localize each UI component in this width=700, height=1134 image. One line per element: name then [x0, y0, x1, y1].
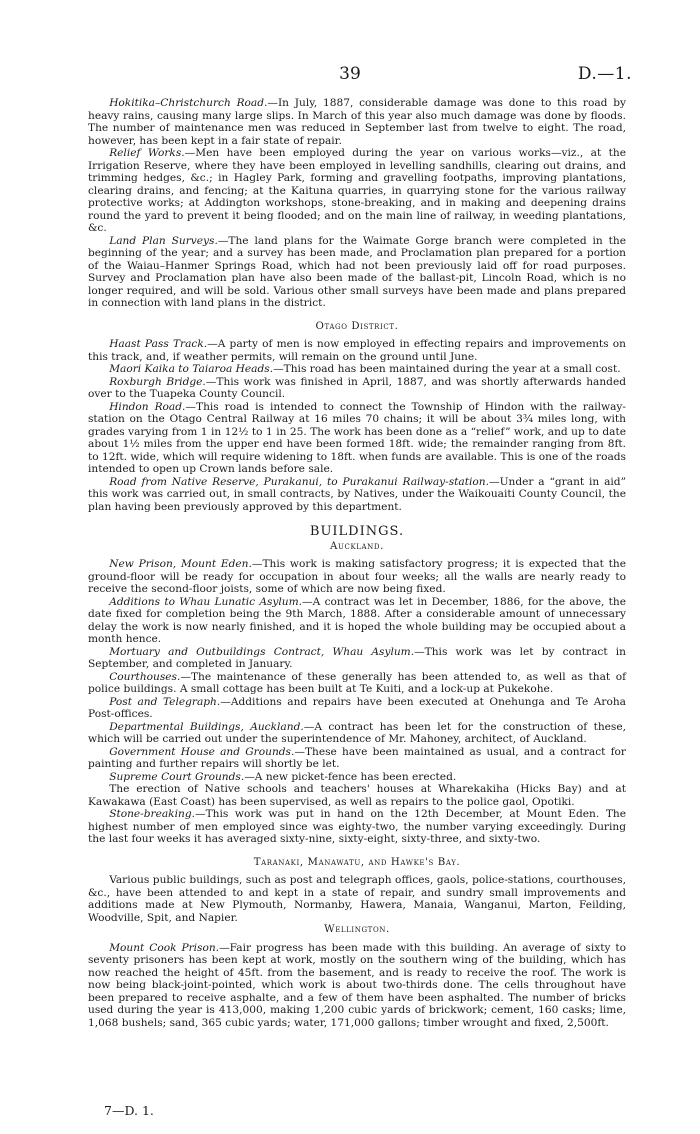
paragraph-text: —The maintenance of these generally has been attended to, as well as that of police buildings. A small cottage has been built at Te Kuiti, and a lock-up at Pukekohe.	[88, 670, 626, 695]
paragraph: Various public buildings, such as post and telegraph offices, gaols, police-stations, courthouses, &c., have been attended to and kept in a state of repair, and sundry small improvements and additions made at New Plymouth, Normanby, Hawera, Manaia, Wanganui, Marton, Feilding, Woodville, Spit, and Napier.	[88, 874, 626, 924]
paragraph-text: —Under a “grant in aid” this work was carried out, in small contracts, by Natives, under the Waikouaiti County Council, the plan having been previously approved by this department.	[88, 475, 627, 513]
paragraph-title: Hindon Road.	[109, 400, 186, 413]
page-signature: 7—D. 1.	[104, 1103, 154, 1118]
paragraph	[88, 783, 626, 808]
paragraph-title: Relief Works.	[109, 147, 185, 159]
paragraph-text: —A contract was let in December, 1886, for the above, the date fixed for completion being the 9th March, 1888. After a considerable amount of unnecessary delay the work is now nearly finished, and it is hoped the whole building may be occupied about a month hence.	[88, 595, 626, 645]
paragraph	[88, 646, 626, 671]
paragraph-title: New Prison, Mount Eden.	[109, 558, 252, 570]
paragraph	[88, 363, 626, 376]
paragraph-title: Land Plan Surveys.	[109, 234, 218, 247]
paragraph	[88, 771, 626, 784]
paragraph-text: —Men have been employed during the year on various works—viz., at the Irrigation Reserve, where they have been employed in levelling sandhills, clearing out drains, and trimming hedges, &c.; in Hagley Park, forming and gravelling footpaths, improving plantations, clearing drains, and fencing; at the Kaituna quarries, in quarrying stone for the various railway protective works; at Addington workshops, stone-breaking, and in making and deepening drains round the yard to prevent it being flooded; and on the main line of railway, in weeding plantations, &c.	[88, 147, 626, 234]
paragraph-text: —This work is making satisfactory progress; it is expected that the ground-floor will be ready for occupation in about four weeks; all the walls are nearly ready to receive the second-floor joists, some of which are now being fixed.	[88, 558, 626, 595]
paragraph	[88, 235, 626, 310]
paragraph-text: —A contract has been let for the construction of these, which will be carried out under the superintendence of Mr. Mahoney, architect, of Auckland.	[88, 720, 626, 745]
page-number: 39	[339, 64, 361, 84]
paragraph	[88, 97, 626, 147]
paragraph-text: —A new picket-fence has been erected.	[244, 770, 457, 783]
paragraph	[88, 376, 626, 401]
paragraph-title: Courthouses.	[109, 670, 181, 683]
paragraph-title: Stone-breaking.	[109, 808, 195, 820]
paragraph-text: —This work was finished in April, 1887, and was shortly afterwards handed over to the Tuapeka County Council.	[88, 375, 626, 400]
paragraph	[88, 401, 626, 476]
paragraph	[88, 808, 626, 846]
paragraph-text: —Additions and repairs have been executed at Onehunga and Te Aroha Post-offices.	[88, 695, 626, 720]
paragraph-text: —This work was let by contract in September, and completed in January.	[88, 645, 626, 670]
paragraph-title: Government House and Grounds.	[109, 745, 295, 758]
paragraph-title: Departmental Buildings, Auckland.	[109, 720, 304, 733]
paragraph	[88, 942, 626, 1030]
paragraph	[88, 746, 626, 771]
paragraph	[88, 671, 626, 696]
paragraph-title: Post and Telegraph.	[109, 695, 221, 708]
paragraph-title: Haast Pass Track.	[109, 338, 208, 350]
paragraph	[88, 721, 626, 746]
section-heading-otago: Otago District.	[315, 320, 399, 332]
paragraph	[88, 476, 626, 514]
paragraph-title: Additions to Whau Lunatic Asylum.	[109, 595, 303, 608]
paragraph-text: —These have been maintained as usual, and a contract for painting and further repairs will shortly be let.	[88, 745, 626, 770]
paragraph-text: —Fair progress has been made with this building. An average of sixty to seventy prisoners has been kept at work, mostly on the southern wing of the building, which has now reached the height of 45ft. from the basement, and is ready to receive the roof. The work is now being black-joint-pointed, which work is about two-thirds done. The cells throughout have been prepared to receive asphalte, and a few of them have been asphalted. The number of bricks used during the year is 413,000, making 1,200 cubic yards of brickwork; cement, 160 casks; lime, 1,068 bushels; sand, 365 cubic yards; water, 171,000 gallons; timber wrought and fixed, 2,500ft.	[88, 941, 627, 1029]
section-heading-wellington: Wellington.	[324, 924, 390, 935]
document-body	[88, 97, 626, 1029]
paragraph	[88, 696, 626, 721]
paragraph-title: Maori Kaika to Taiaroa Heads.	[109, 363, 274, 375]
paragraph-text: The erection of Native schools and teachers' houses at Wharekakiha (Hicks Bay) and at Kawakawa (East Coast) has been supervised, as well as repairs to the police gaol, Opotiki.	[88, 783, 626, 808]
buildings-heading: BUILDINGS.	[309, 524, 405, 539]
paragraph-text: —The land plans for the Waimate Gorge branch were completed in the beginning of the year; and a survey has been made, and Proclamation plan prepared for a portion of the Waiau–Hanmer Springs Road, which had not been previously laid off for road purposes. Survey and Proclamation plan have also been made of the ballast-pit, Lincoln Road, which is no longer required, and will be sold. Various other small surveys have been made and plans prepared in connection with land plans in the district.	[88, 234, 626, 309]
paragraph-title: Hokitika–Christchurch Road.	[109, 97, 268, 109]
paragraph	[88, 147, 626, 235]
paragraph-text: —This work was put in hand on the 12th December, at Mount Eden. The highest number of men employed since was eighty-two, the number varying exceedingly. During the last four weeks it has averaged sixty-nine, sixty-eight, sixty-three, and sixty-two.	[88, 808, 626, 845]
paragraph-text: —This road has been maintained during the year at a small cost.	[273, 363, 621, 375]
paragraph-title: Mortuary and Outbuildings Contract, Whau Asylum.	[109, 645, 415, 658]
paragraph-title: Roxburgh Bridge.	[109, 375, 206, 388]
document-reference: D.—1.	[577, 64, 632, 84]
paragraph-title: Road from Native Reserve, Purakanui, to Purakanui Railway-station.	[109, 475, 489, 488]
paragraph-text: —A party of men is now employed in effecting repairs and improvements on this track, and, if weather permits, will remain on the ground until June.	[88, 338, 626, 363]
paragraph-title: Mount Cook Prison.	[109, 941, 220, 954]
paragraph	[88, 338, 626, 363]
paragraph-text: —This road is intended to connect the Township of Hindon with the railway-station on the Otago Central Railway at 16 miles 70 chains; it will be about 3¾ miles long, with grades varying from 1 in 12½ to 1 in 25. The work has been done as a “relief” work, and up to date about 1½ miles from the upper end have been formed 18ft. wide; the remainder ranging from 8ft. to 12ft. wide, which will require widening to 18ft. when funds are available. This is one of the roads intended to open up Crown lands before sale.	[88, 400, 626, 475]
paragraph	[88, 596, 626, 646]
paragraph	[88, 558, 626, 596]
section-heading-taranaki: Taranaki, Manawatu, and Hawke's Bay.	[253, 856, 461, 868]
paragraph-text: —In July, 1887, considerable damage was done to this road by heavy rains, causing many large slips. In March of this year also much damage was done by floods. The number of maintenance men was reduced in September last from twelve to eight. The road, however, has been kept in a fair state of repair.	[88, 97, 626, 147]
paragraph-title: Supreme Court Grounds.	[109, 770, 245, 783]
section-heading-auckland: Auckland.	[330, 540, 384, 552]
